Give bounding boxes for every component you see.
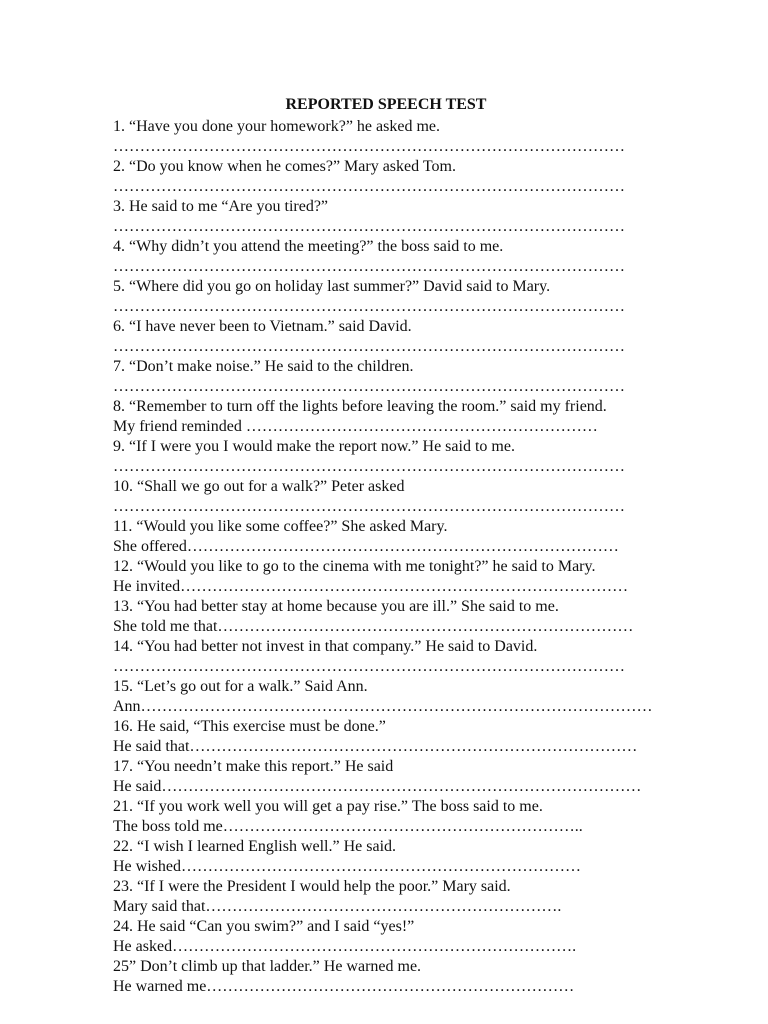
answer-line: He wished………………………………………………………………… — [113, 858, 581, 875]
question-text: 16. He said, “This exercise must be done.” — [113, 718, 386, 735]
question-item — [113, 597, 733, 637]
question-text: 11. “Would you like some coffee?” She asked Mary. — [113, 518, 448, 535]
question-item — [113, 557, 733, 597]
question-item — [113, 677, 733, 717]
answer-line: My friend reminded ………………………………………………………… — [113, 418, 598, 435]
question-item — [113, 397, 733, 437]
question-text: 8. “Remember to turn off the lights before leaving the room.” said my friend. — [113, 398, 607, 415]
question-text: 14. “You had better not invest in that company.” He said to David. — [113, 638, 538, 655]
question-item — [113, 157, 733, 197]
answer-line: She offered……………………………………………………………………… — [113, 538, 619, 555]
question-item — [113, 757, 733, 797]
question-text: 22. “I wish I learned English well.” He said. — [113, 838, 397, 855]
question-item — [113, 477, 733, 517]
answer-line: …………………………………………………………………………………… — [113, 178, 625, 195]
question-text: 4. “Why didn’t you attend the meeting?” the boss said to me. — [113, 238, 504, 255]
question-item — [113, 437, 733, 477]
answer-line: Mary said that…………………………………………………………. — [113, 898, 562, 915]
question-text: 7. “Don’t make noise.” He said to the children. — [113, 358, 414, 375]
answer-line: He said that………………………………………………………………………… — [113, 738, 638, 755]
answer-line: She told me that…………………………………………………………………… — [113, 618, 634, 635]
question-text: 12. “Would you like to go to the cinema with me tonight?” he said to Mary. — [113, 558, 596, 575]
question-text: 1. “Have you done your homework?” he asked me. — [113, 118, 440, 135]
answer-line: …………………………………………………………………………………… — [113, 378, 625, 395]
question-list — [113, 117, 733, 997]
answer-line: …………………………………………………………………………………… — [113, 498, 625, 515]
answer-line: He asked…………………………………………………………………. — [113, 938, 577, 955]
answer-line: He invited………………………………………………………………………… — [113, 578, 629, 595]
question-item — [113, 277, 733, 317]
question-text: 6. “I have never been to Vietnam.” said David. — [113, 318, 412, 335]
question-item — [113, 317, 733, 357]
answer-line: …………………………………………………………………………………… — [113, 338, 625, 355]
question-item — [113, 637, 733, 677]
question-text: 17. “You needn’t make this report.” He said — [113, 758, 394, 775]
answer-line: Ann…………………………………………………………………………………… — [113, 698, 653, 715]
question-item — [113, 957, 733, 997]
question-item — [113, 717, 733, 757]
answer-line: …………………………………………………………………………………… — [113, 258, 625, 275]
question-item — [113, 917, 733, 957]
question-text: 15. “Let’s go out for a walk.” Said Ann. — [113, 678, 368, 695]
answer-line: …………………………………………………………………………………… — [113, 218, 625, 235]
answer-line: …………………………………………………………………………………… — [113, 138, 625, 155]
answer-line: The boss told me………………………………………………………….. — [113, 818, 583, 835]
answer-line: He said……………………………………………………………………………… — [113, 778, 642, 795]
question-item — [113, 357, 733, 397]
question-text: 21. “If you work well you will get a pay rise.” The boss said to me. — [113, 798, 543, 815]
question-item — [113, 797, 733, 837]
question-item — [113, 837, 733, 877]
question-item — [113, 117, 733, 157]
question-text: 13. “You had better stay at home because you are ill.” She said to me. — [113, 598, 559, 615]
question-text: 25” Don’t climb up that ladder.” He warned me. — [113, 958, 422, 975]
question-text: 5. “Where did you go on holiday last summer?” David said to Mary. — [113, 278, 551, 295]
answer-line: …………………………………………………………………………………… — [113, 458, 625, 475]
question-item — [113, 877, 733, 917]
question-text: 3. He said to me “Are you tired?” — [113, 198, 329, 215]
question-item — [113, 517, 733, 557]
question-item — [113, 237, 733, 277]
question-item — [113, 197, 733, 237]
question-text: 2. “Do you know when he comes?” Mary asked Tom. — [113, 158, 456, 175]
question-text: 24. He said “Can you swim?” and I said “yes!” — [113, 918, 415, 935]
answer-line: He warned me…………………………………………………………… — [113, 978, 575, 995]
page-title: REPORTED SPEECH TEST — [285, 96, 487, 113]
question-text: 9. “If I were you I would make the report now.” He said to me. — [113, 438, 515, 455]
question-text: 10. “Shall we go out for a walk?” Peter asked — [113, 478, 405, 495]
question-text: 23. “If I were the President I would help the poor.” Mary said. — [113, 878, 511, 895]
answer-line: …………………………………………………………………………………… — [113, 658, 625, 675]
answer-line: …………………………………………………………………………………… — [113, 298, 625, 315]
